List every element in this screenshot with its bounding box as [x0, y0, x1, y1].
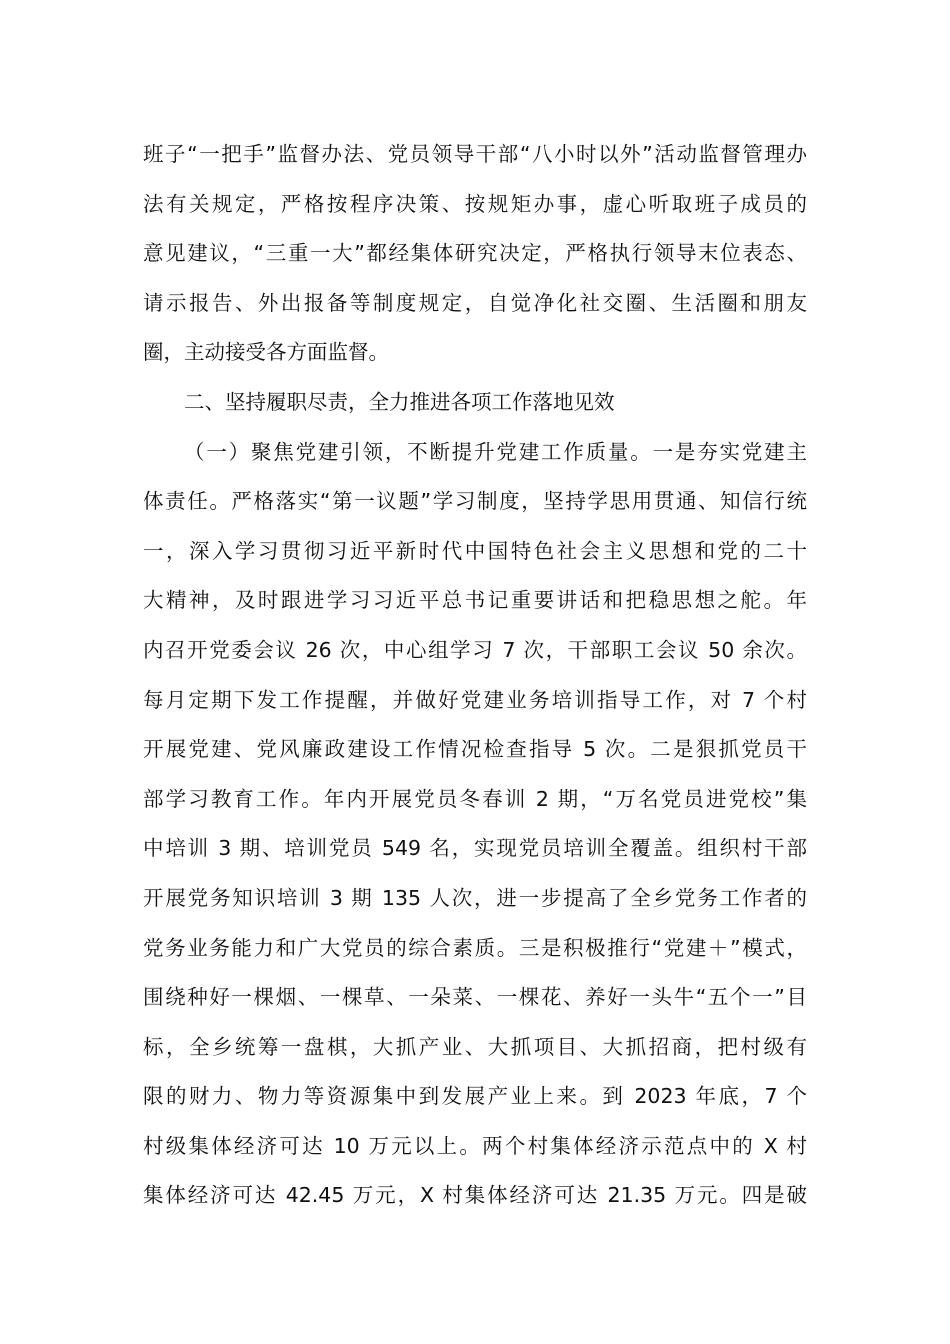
- text-line: 意见建议，“三重一大”都经集体研究决定，严格执行领导末位表态、: [143, 241, 807, 266]
- text-line: 一，深入学习贯彻习近平新时代中国特色社会主义思想和党的二十: [143, 538, 807, 563]
- text-line: 开展党务知识培训 3 期 135 人次，进一步提高了全乡党务工作者的: [143, 885, 807, 910]
- text-line: 请示报告、外出报备等制度规定，自觉净化社交圈、生活圈和朋友: [143, 290, 807, 315]
- text-line: 班子“一把手”监督办法、党员领导干部“八小时以外”活动监督管理办: [143, 142, 807, 166]
- text-line: 集体经济可达 42.45 万元，X 村集体经济可达 21.35 万元。四是破: [143, 1183, 807, 1208]
- text-line: 限的财力、物力等资源集中到发展产业上来。到 2023 年底，7 个: [143, 1084, 807, 1109]
- text-line: 法有关规定，严格按程序决策、按规矩办事，虚心听取班子成员的: [143, 191, 807, 216]
- text-line: 中培训 3 期、培训党员 549 名，实现党员培训全覆盖。组织村干部: [143, 836, 807, 861]
- text-line: 标，全乡统筹一盘棋，大抓产业、大抓项目、大抓招商，把村级有: [143, 1034, 807, 1059]
- text-line: （一）聚焦党建引领，不断提升党建工作质量。一是夯实党建主: [184, 439, 807, 464]
- text-line: 内召开党委会议 26 次，中心组学习 7 次，干部职工会议 50 余次。: [143, 637, 807, 662]
- text-line: 圈，主动接受各方面监督。: [143, 340, 389, 365]
- text-line: 围绕种好一棵烟、一棵草、一朵菜、一棵花、养好一头牛“五个一”目: [143, 985, 807, 1010]
- text-line: 大精神，及时跟进学习习近平总书记重要讲话和把稳思想之舵。年: [143, 588, 807, 613]
- text-line: 每月定期下发工作提醒，并做好党建业务培训指导工作，对 7 个村: [143, 687, 807, 712]
- text-line: 体责任。严格落实“第一议题”学习制度，坚持学思用贯通、知信行统: [143, 489, 807, 514]
- document-body: [143, 130, 807, 1221]
- text-line: 开展党建、党风廉政建设工作情况检查指导 5 次。二是狠抓党员干: [143, 737, 807, 762]
- text-line: 党务业务能力和广大党员的综合素质。三是积极推行“党建＋”模式，: [143, 935, 807, 960]
- text-line: 村级集体经济可达 10 万元以上。两个村集体经济示范点中的 X 村: [143, 1133, 807, 1158]
- text-line: 部学习教育工作。年内开展党员冬春训 2 期，“万名党员进党校”集: [143, 786, 807, 811]
- section-heading: 二、坚持履职尽责，全力推进各项工作落地见效: [184, 389, 615, 414]
